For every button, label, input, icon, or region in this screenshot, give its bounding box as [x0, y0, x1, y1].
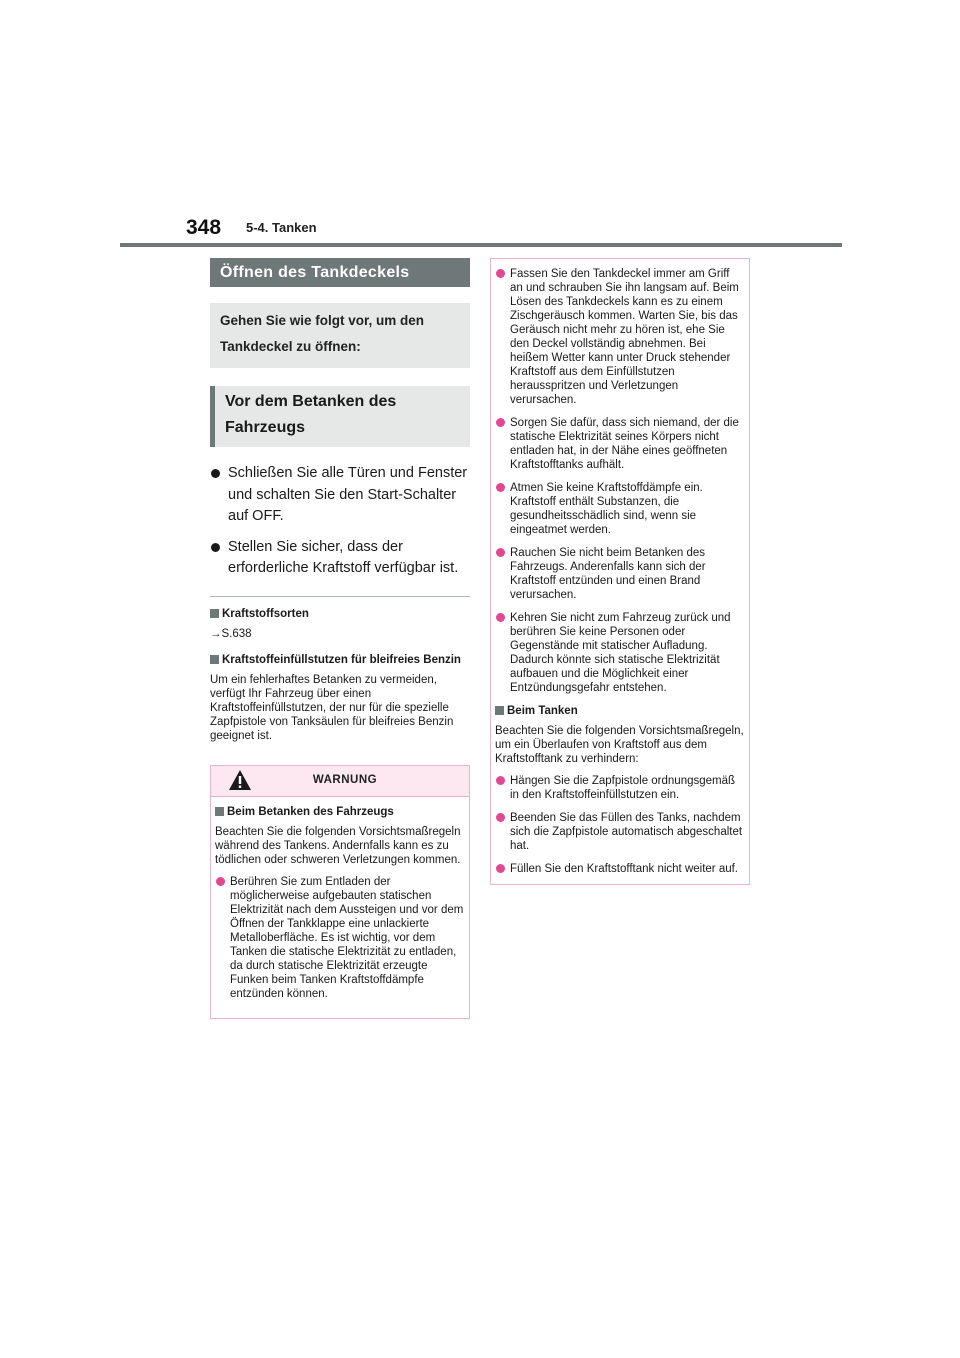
warning-item: Kehren Sie nicht zum Fahrzeug zurück und berühren Sie keine Personen oder Gegenstände mit statischer Aufladung. Dadurch könnte sich statische Elektrizität aufbauen und die Möglichkeit einer Entzündungsgefahr entstehen. [495, 611, 745, 695]
subsection-heading: Vor dem Betanken des Fahrzeugs [210, 386, 470, 447]
warning-text: Beachten Sie die folgenden Vorsichtsmaßregeln während des Tankens. Andernfalls kann es zu tödlichen oder schweren Verletzungen kommen. [215, 825, 461, 866]
left-column [210, 258, 470, 1019]
warning-item: Sorgen Sie dafür, dass sich niemand, der die statische Elektrizität seines Körpers nicht entladen hat, in der Nähe eines geöffneten Kraftstofftanks aufhält. [495, 416, 745, 472]
pink-bullet-icon [496, 613, 505, 622]
pink-bullet-icon [496, 776, 505, 785]
warning-item: Atmen Sie keine Kraftstoffdämpfe ein. Kraftstoff enthält Substanzen, die gesundheitsschädlich sind, wenn sie eingeatmet werden. [495, 481, 745, 537]
warning-item: Fassen Sie den Tankdeckel immer am Griff an und schrauben Sie ihn langsam auf. Beim Lösen des Tankdeckels kann es zu einem Zischgeräusch kommen. Warten Sie, bis das Geräusch nicht mehr zu hören ist, ehe Sie den Deckel vollständig abnehmen. Bei heißem Wetter kann unter Druck stehender Kraftstoff aus dem Einfüllstutzen herausspritzen und Verletzungen verursachen. [495, 267, 745, 407]
pink-bullet-icon [496, 813, 505, 822]
warning-item: Berühren Sie zum Entladen der möglicherweise aufgebauten statischen Elektrizität nach dem Aussteigen und vor dem Öffnen der Tankklappe eine unlackierte Metalloberfläche. Es ist wichtig, vor dem Tanken die statische Elektrizität zu entladen, da durch statische Elektrizität erzeugte Funken beim Tanken Kraftstoffdämpfe entzünden können. [215, 875, 465, 1001]
square-bullet-icon [495, 706, 504, 715]
header-rule [120, 243, 842, 247]
pink-bullet-icon [216, 877, 225, 886]
filler-neck-heading: Kraftstoffeinfüllstutzen für bleifreies Benzin [210, 653, 470, 667]
warning-label: WARNUNG [312, 773, 378, 786]
warning-heading: Beim Betanken des Fahrzeugs [215, 805, 465, 819]
refuel-list [495, 774, 745, 876]
section-title: 5-4. Tanken [246, 220, 317, 235]
refuel-item: Beenden Sie das Füllen des Tanks, nachdem sich die Zapfpistole automatisch abgeschaltet hat. [495, 811, 745, 853]
warning-box [210, 765, 470, 1019]
refuel-text: Beachten Sie die folgenden Vorsichtsmaßregeln, um ein Überlaufen von Kraftstoff aus dem Kraftstofftank zu verhindern: [495, 725, 744, 765]
pink-bullet-icon [496, 483, 505, 492]
bullet-icon [211, 469, 220, 478]
warning-list-continued [495, 267, 745, 695]
warning-item: Rauchen Sie nicht beim Betanken des Fahrzeugs. Anderenfalls kann sich der Kraftstoff entzünden und einen Brand verursachen. [495, 546, 745, 602]
pink-bullet-icon [496, 269, 505, 278]
page-number: 348 [186, 216, 222, 239]
square-bullet-icon [215, 807, 224, 816]
refuel-item: Hängen Sie die Zapfpistole ordnungsgemäß in den Kraftstoffeinfüllstutzen ein. [495, 774, 745, 802]
step-item: Schließen Sie alle Türen und Fenster und schalten Sie den Start-Schalter auf OFF. [210, 463, 470, 528]
warning-list [215, 875, 465, 1001]
bullet-icon [211, 543, 220, 552]
divider [210, 596, 470, 597]
warning-continuation-box [490, 258, 750, 885]
page-reference-link[interactable]: →S.638 [210, 627, 252, 640]
warning-body [211, 797, 469, 1018]
pink-bullet-icon [496, 418, 505, 427]
step-list [210, 463, 470, 580]
refuel-item: Füllen Sie den Kraftstofftank nicht weiter auf. [495, 862, 745, 876]
step-item: Stellen Sie sicher, dass der erforderliche Kraftstoff verfügbar ist. [210, 537, 470, 580]
square-bullet-icon [210, 655, 219, 664]
fuel-types-heading: Kraftstoffsorten [210, 607, 470, 621]
filler-neck-text: Um ein fehlerhaftes Betanken zu vermeiden, verfügt Ihr Fahrzeug über einen Kraftstoffeinfüllstutzen, der nur für die spezielle Zapfpistole von Tanksäulen für bleifreies Benzin geeignet ist. [210, 673, 454, 742]
warning-header [211, 766, 469, 797]
section-heading: Öffnen des Tankdeckels [210, 258, 470, 287]
intro-box: Gehen Sie wie folgt vor, um den Tankdeckel zu öffnen: [210, 303, 470, 368]
pink-bullet-icon [496, 548, 505, 557]
right-column [490, 258, 750, 885]
refuel-heading: Beim Tanken [495, 704, 745, 718]
warning-triangle-icon [228, 769, 252, 791]
pink-bullet-icon [496, 864, 505, 873]
square-bullet-icon [210, 609, 219, 618]
